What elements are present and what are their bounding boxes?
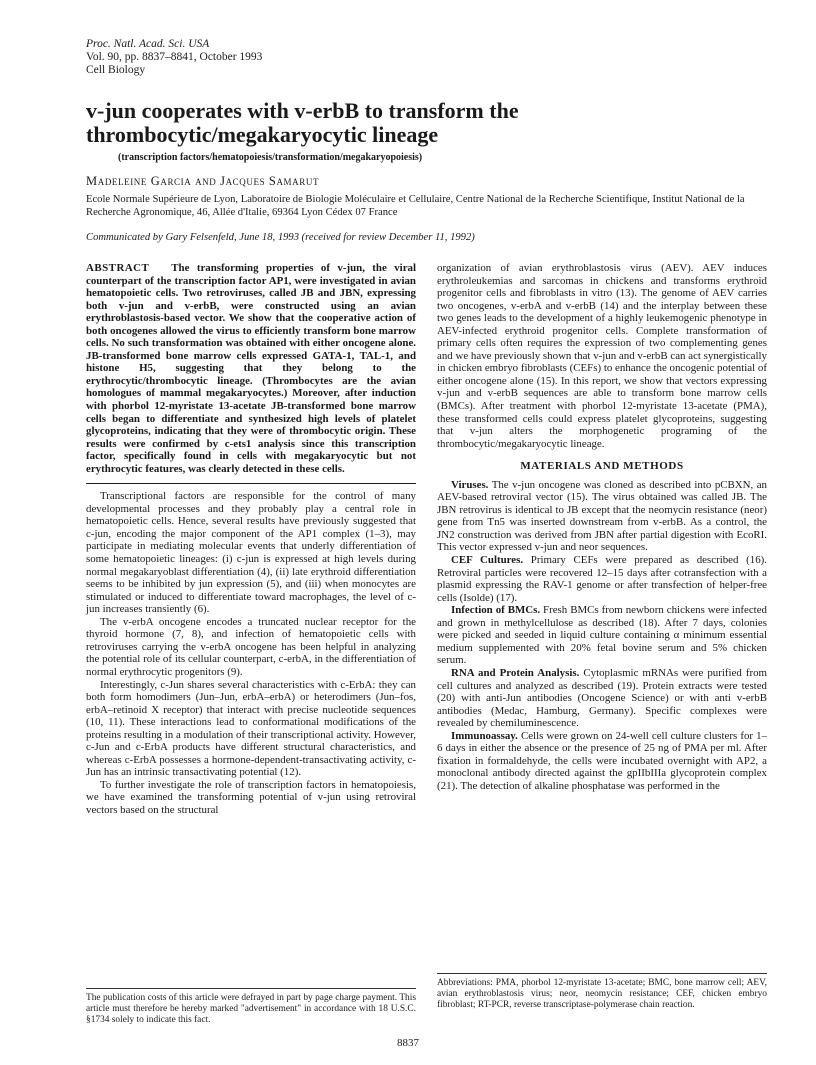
methods-text: The v-jun oncogene was cloned as described into pCBXN, an AEV-based retroviral vector (15). The virus obtained was called JB. The JBN retrovirus is identical to JB except that the neomycin resistance (neor) gene from Tn5 was inserted downstream from v-erbB. As a control, the JN2 construction was derived from JBN after partial digestion with EcoRI. This vector expressed v-jun and neor sequences.: [437, 478, 767, 554]
methods-paragraph: [437, 554, 767, 604]
footnote-divider: [86, 988, 416, 989]
abstract-text: The transforming properties of v-jun, the viral counterpart of the transcription factor AP1, were investigated in avian hematopoietic cells. Two retroviruses, called JB and JBN, expressing both v-jun and v-erbB, were constructed using an avian erythroblastosis-based vector. We show that the cooperative action of both oncogenes allowed the virus to efficiently transform bone marrow cells. No such transformation was obtained with either oncogene alone. JB-transformed bone marrow cells expressed GATA-1, TAL-1, and histone H5, suggesting that they belong to the erythrocytic/thrombocytic lineage. (Thrombocytes are the avian homologues of mammal megakaryocytes.) Moreover, after induction with phorbol 12-myristate 13-acetate JB-transformed bone marrow cells began to differentiate and synthesized high levels of platelet glycoproteins, indicating that they were of thrombocytic origin. These results were confirmed by c-ets1 analysis since this transcription factor, specifically found in cells with megakaryocytic but not erythrocytic features, was clearly detected in these cells.: [86, 262, 416, 475]
authors: Madeleine Garcia and Jacques Samarut: [86, 174, 320, 188]
methods-text: Cytoplasmic mRNAs were purified from cell cultures and analyzed as described (19). Protein extracts were tested (20) with anti-Jun antibodies (Oncogene Science) or with anti v-erbB antibodies (Medac, Hamburg, Germany). Specific complexes were revealed by chemiluminescence.: [437, 666, 767, 730]
methods-paragraph: [437, 604, 767, 667]
methods-text: Primary CEFs were prepared as described (16). Retroviral particles were recovered 12–15 days after cotransfection with a plasmid expressing the RAV-1 genome or after transfection of helper-free cells (Isolde) (17).: [437, 554, 767, 604]
methods-lead: CEF Cultures.: [451, 554, 524, 567]
title-line-2: thrombocytic/megakaryocytic lineage: [86, 122, 439, 147]
footnote-divider: [437, 973, 767, 974]
methods-lead: Infection of BMCs.: [451, 604, 541, 617]
volume-line: Vol. 90, pp. 8837–8841, October 1993: [86, 51, 263, 63]
journal-name: Proc. Natl. Acad. Sci. USA: [86, 38, 210, 50]
page-number: 8837: [397, 1037, 419, 1049]
section-label: Cell Biology: [86, 64, 146, 76]
abbreviations-footnote: [437, 973, 767, 1011]
footnote-text: Abbreviations: PMA, phorbol 12-myristate 13-acetate; BMC, bone marrow cell; AEV, avian erythroblastosis virus; neor, neomycin resistance; CEF, chicken embryo fibroblast; RT-PCR, reverse transcriptase-polymerase chain reaction.: [437, 978, 767, 1010]
methods-paragraph: [437, 730, 767, 793]
body-paragraph: The v-erbA oncogene encodes a truncated nuclear receptor for the thyroid hormone (7, 8), and infection of hematopoietic cells with retroviruses carrying the v-erbA oncogene has been helpful in analyzing the potential role of its cellular counterpart, c-erbA, in the differentiation of normal erythrocytic progenitors (9).: [86, 615, 416, 678]
body-paragraph: organization of avian erythroblastosis virus (AEV). AEV induces erythroleukemias and sarcomas in chickens and transforms erythroid progenitor cells and fibroblasts in vitro (13). The genome of AEV carries two oncogenes, v-erbA and v-erbB (14) and the interplay between these two genes leads to the development of a highly leukemogenic phenotype in AEV-infected erythroid progenitor cells. Complete transformation of primary cells often requires the expression of two complementing genes and we have previously shown that v-jun and v-erbB can act synergistically in chicken embryo fibroblasts (CEFs) to enhance the oncogenic potential of either oncogene alone (15). In this report, we show that vectors expressing v-jun and v-erbB sequences are able to transform bone marrow cells (BMCs). After treatment with phorbol 12-myristate 13-acetate (PMA), these transformed cells could express platelet glycoproteins, suggesting that v-jun alters the morphogenetic programing of the thrombocytic/megakaryocytic lineage.: [437, 262, 767, 450]
left-column: [86, 262, 416, 817]
body-paragraph: To further investigate the role of transcription factors in hematopoiesis, we have examined the transforming potential of v-jun using retroviral vectors based on the structural: [86, 778, 416, 816]
title-line-1: v-jun cooperates with v-erbB to transform the: [86, 98, 519, 123]
affiliation: Ecole Normale Supérieure de Lyon, Laboratoire de Biologie Moléculaire et Cellulaire, Centre National de la Recherche Scientifique, Institut National de la Recherche Agronomique, 46, Allée d'Italie, 69364 Lyon Cédex 07 France: [86, 194, 745, 218]
methods-paragraph: [437, 479, 767, 554]
body-paragraph: Transcriptional factors are responsible for the control of many developmental processes and they probably play a central role in hematopoietic cells. Hence, several results have previously suggested that c-jun, encoding the major component of the AP1 complex (1–3), may participate in mediating molecular events that underly differentiation of some hematopoietic lineages: (i) c-jun is expressed at high levels during normal megakaryoblast differentiation (4), (ii) late erythroid differentiation seems to be inhibited by jun expression (5), and (iii) when monocytes are stimulated or induced to differentiate toward macrophages, the level of c-jun increases transiently (6).: [86, 490, 416, 616]
methods-text: Fresh BMCs from newborn chickens were infected and grown in methylcellulose as described (18). After 7 days, colonies were picked and seeded in liquid culture containing α minimum essential medium supplemented with 20% fetal bovine serum and 5% chicken serum.: [437, 604, 767, 667]
publication-costs-footnote: [86, 988, 416, 1026]
paper-title: [86, 99, 746, 147]
footnote-text: The publication costs of this article were defrayed in part by page charge payment. This article must therefore be hereby marked "advertisement" in accordance with 18 U.S.C. §1734 solely to indicate this fact.: [86, 993, 416, 1025]
methods-lead: Viruses.: [451, 478, 489, 491]
methods-text: Cells were grown on 24-well cell culture clusters for 1–6 days in either the absence or the presence of 25 ng of PMA per ml. After fixation in formaldehyde, the cells were incubated overnight with AP2, a monoclonal antibody directed against the gpIIbIIIa glycoprotein complex (21). The detection of alkaline phosphatase was performed in the: [437, 729, 767, 792]
abstract-heading: ABSTRACT: [86, 262, 150, 274]
section-heading: MATERIALS AND METHODS: [520, 460, 684, 473]
journal-header: [86, 38, 262, 77]
keywords: (transcription factors/hematopoiesis/transformation/megakaryopoiesis): [118, 152, 423, 163]
body-paragraph: Interestingly, c-Jun shares several characteristics with c-ErbA: they can both form homodimers (Jun–Jun, erbA–erbA) or heterodimers (Jun–fos, erbA–retinoid X receptor) that interact with precise nucleotide sequences (10, 11). These interactions lead to conformational modifications of the proteins resulting in a modulation of their transcriptional activity. However, c-Jun and c-ErbA products have different structural characteristics, and whereas c-ErbA possesses a hormone-dependent-transactivating activity, c-Jun has an intrinsic transactivating potential (12).: [86, 678, 416, 779]
abstract: [86, 262, 416, 475]
methods-lead: RNA and Protein Analysis.: [451, 666, 580, 679]
abstract-divider: [86, 483, 416, 484]
communicated-by: Communicated by Gary Felsenfeld, June 18, 1993 (received for review December 11, 1992): [86, 232, 475, 243]
right-column: [437, 262, 767, 792]
methods-paragraph: [437, 667, 767, 730]
methods-lead: Immunoassay.: [451, 729, 518, 742]
